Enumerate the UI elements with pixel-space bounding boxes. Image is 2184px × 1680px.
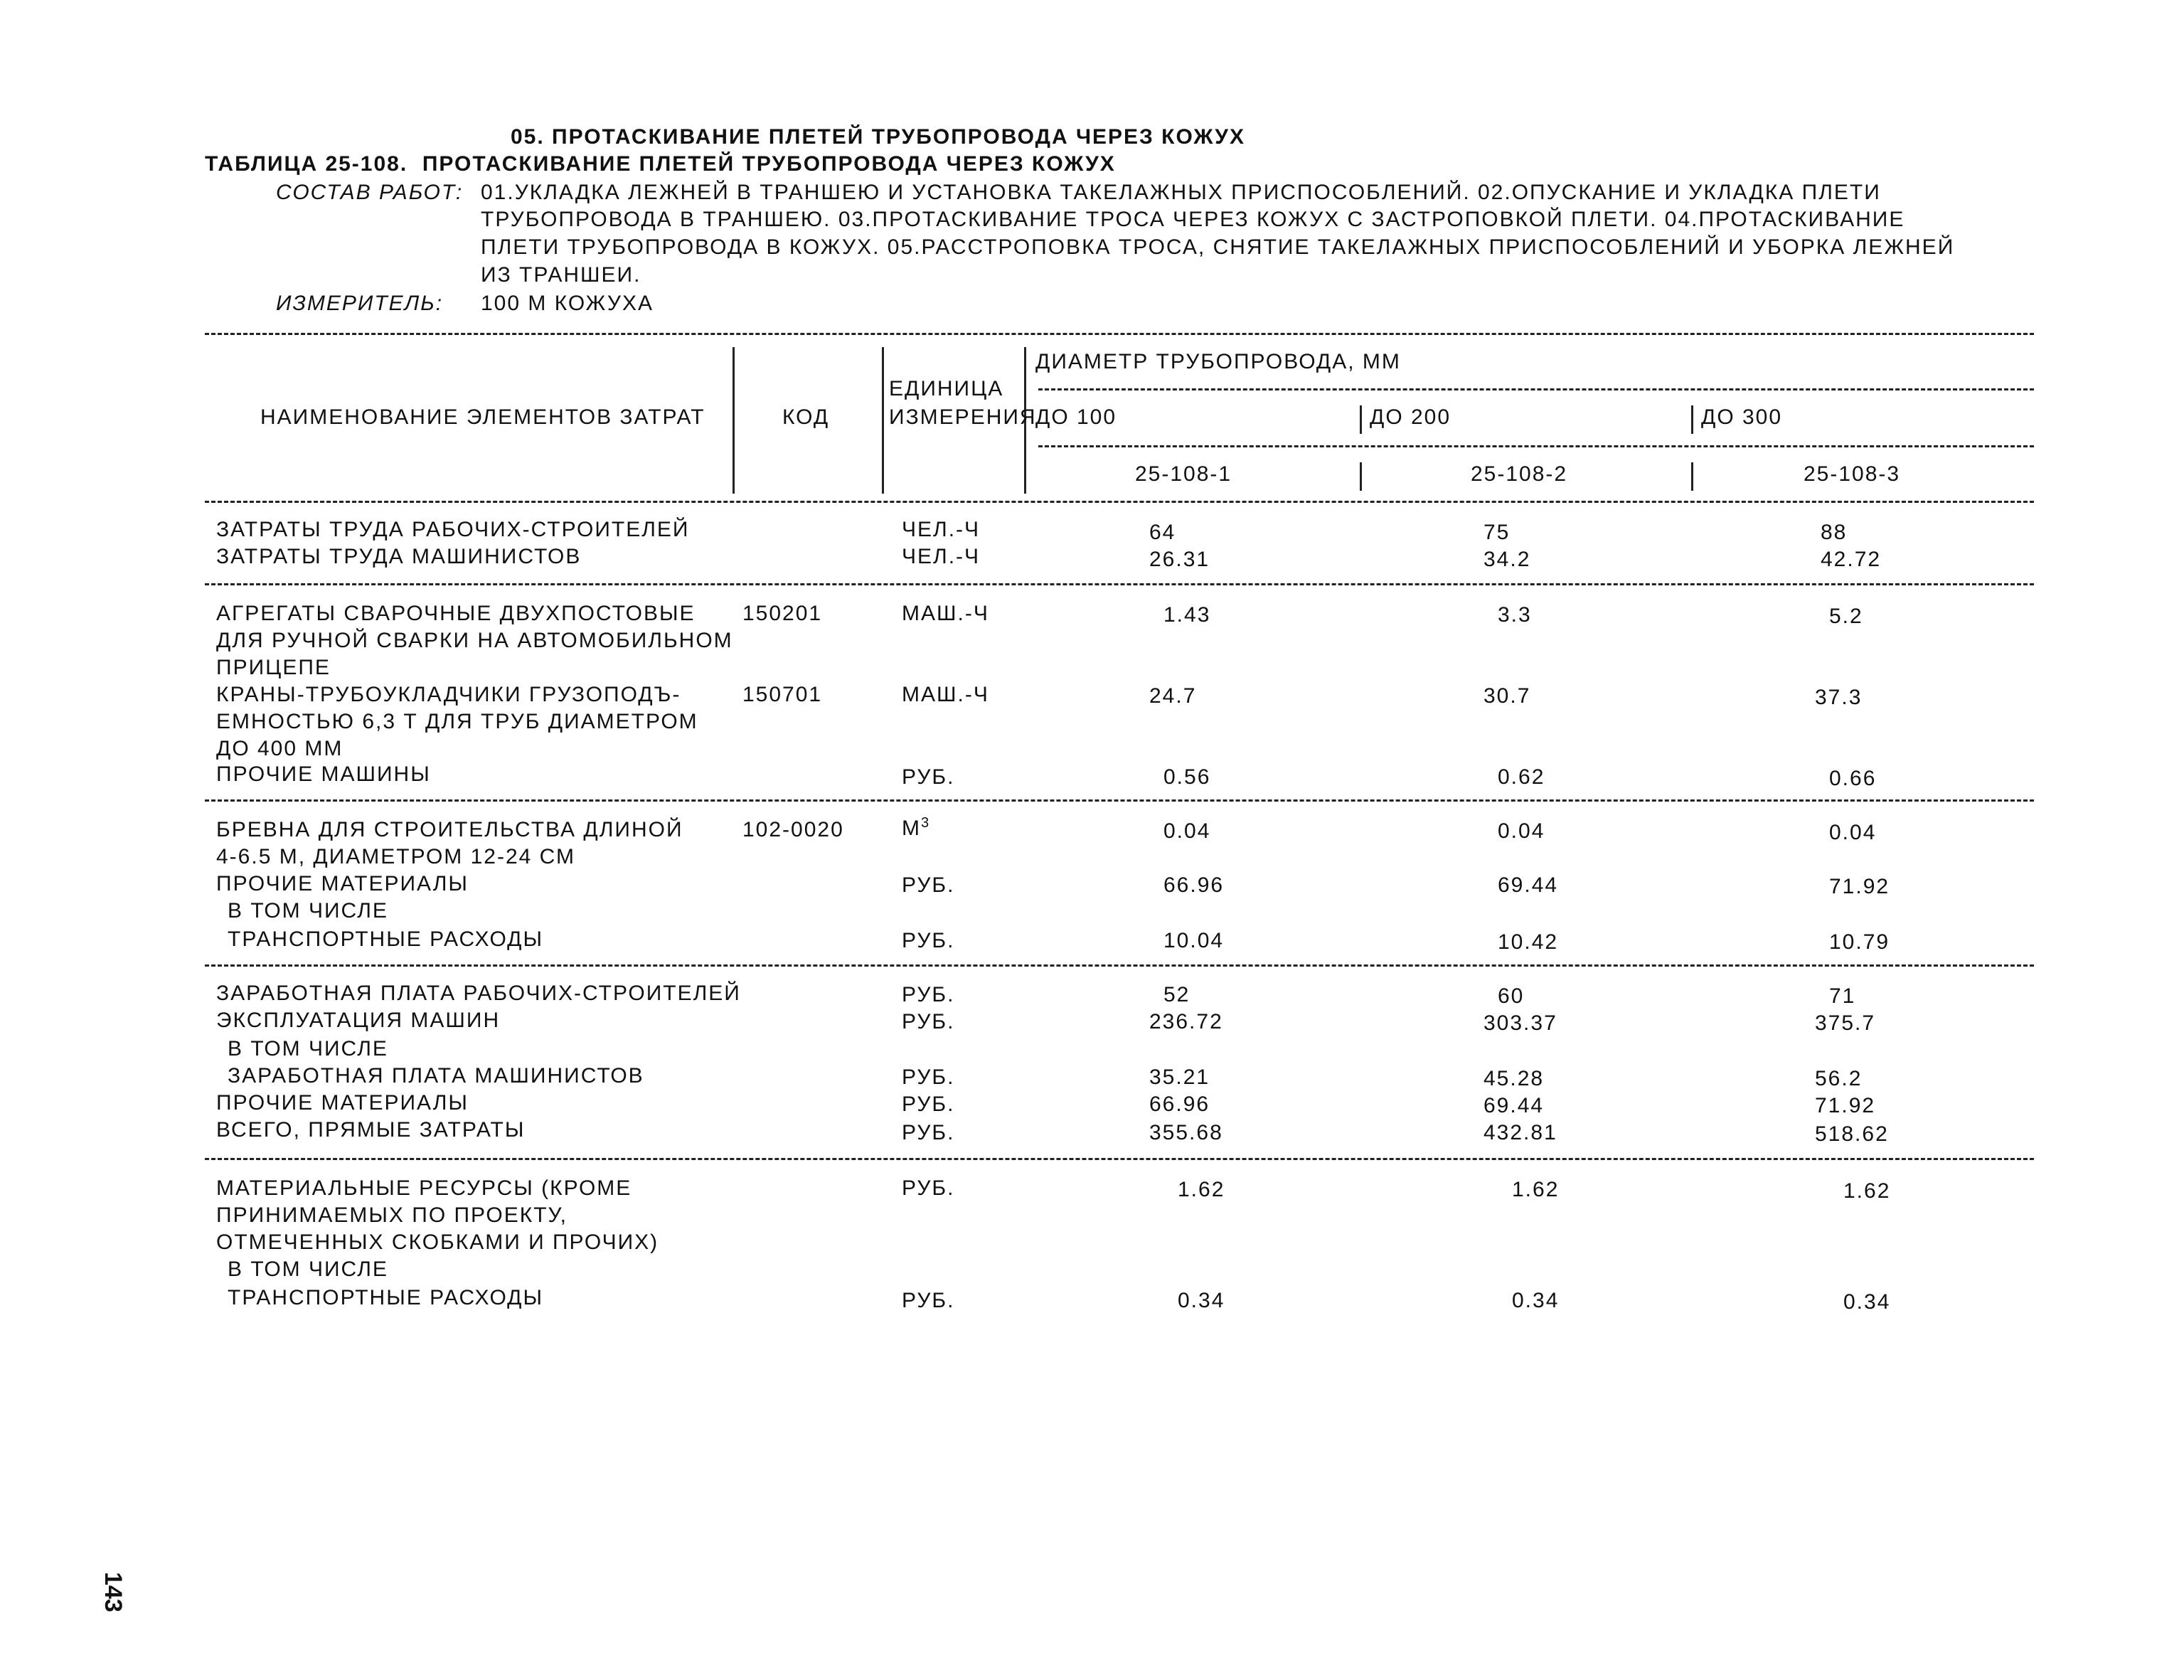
col-d1-header: ДО 100 [1035, 405, 1117, 429]
row-value-2: 1.62 [1512, 1178, 1560, 1201]
row-value-3: 42.72 [1821, 548, 1882, 571]
col-diameter-header: ДИАМЕТР ТРУБОПРОВОДА, ММ [1035, 350, 1401, 373]
rule-group-3 [205, 964, 2034, 967]
row-unit: РУБ. [902, 1176, 955, 1200]
col-unit-header-2: ИЗМЕРЕНИЯ [889, 405, 1037, 429]
vbar-c2 [1360, 462, 1362, 491]
col-c1-header: 25-108-1 [1135, 462, 1232, 486]
table-title: ТАБЛИЦА 25-108. ПРОТАСКИВАНИЕ ПЛЕТЕЙ ТРУБОПРОВОДА ЧЕРЕЗ КОЖУХ [205, 152, 1116, 176]
row-value-2: 30.7 [1483, 684, 1531, 708]
row-value-1: 0.56 [1163, 765, 1211, 789]
row-value-1: 10.04 [1163, 929, 1225, 952]
row-value-3: 518.62 [1815, 1122, 1889, 1146]
row-value-2: 432.81 [1483, 1121, 1557, 1144]
row-name-line-3: ДО 400 ММ [216, 737, 343, 760]
row-unit-text: М [902, 817, 921, 840]
row-unit [902, 817, 930, 841]
row-name: ПРОЧИЕ МАТЕРИАЛЫ [216, 872, 469, 895]
in-that-number-label: В ТОМ ЧИСЛЕ [228, 1037, 388, 1060]
row-name: ТРАНСПОРТНЫЕ РАСХОДЫ [228, 927, 544, 951]
row-value-2: 10.42 [1498, 930, 1559, 954]
row-value-2: 60 [1498, 984, 1525, 1008]
row-unit: МАШ.-Ч [902, 683, 989, 706]
row-value-3: 56.2 [1815, 1067, 1863, 1090]
row-name: ПРОЧИЕ МАШИНЫ [216, 762, 431, 786]
col-d2-header: ДО 200 [1370, 405, 1451, 429]
row-name: ЗАРАБОТНАЯ ПЛАТА МАШИНИСТОВ [228, 1064, 644, 1088]
row-unit: МАШ.-Ч [902, 602, 989, 625]
row-unit: ЧЕЛ.-Ч [902, 518, 981, 541]
work-line-1: 01.УКЛАДКА ЛЕЖНЕЙ В ТРАНШЕЮ И УСТАНОВКА ТАКЕЛАЖНЫХ ПРИСПОСОБЛЕНИЙ. 02.ОПУСКАНИЕ И УКЛАДКА ПЛЕТИ [481, 181, 1881, 204]
row-value-1: 236.72 [1149, 1010, 1223, 1033]
row-value-3: 37.3 [1815, 686, 1863, 709]
rule-diameter [1038, 388, 2034, 390]
col-name-header: НАИМЕНОВАНИЕ ЭЛЕМЕНТОВ ЗАТРАТ [260, 405, 705, 429]
row-value-1: 355.68 [1149, 1121, 1223, 1144]
row-value-1: 66.96 [1163, 873, 1225, 897]
row-value-3: 71.92 [1829, 875, 1890, 898]
row-value-3: 71 [1829, 984, 1856, 1008]
row-name: ТРАНСПОРТНЫЕ РАСХОДЫ [228, 1286, 544, 1309]
row-value-3: 71.92 [1815, 1094, 1876, 1117]
row-value-2: 0.04 [1498, 819, 1545, 843]
work-line-4: ИЗ ТРАНШЕИ. [481, 263, 641, 287]
rule-top [205, 333, 2034, 335]
vbar-code [882, 347, 884, 494]
rule-head-bottom [205, 501, 2034, 503]
row-code: 150701 [742, 683, 823, 706]
row-value-1: 0.34 [1178, 1289, 1225, 1312]
row-name-line-1: БРЕВНА ДЛЯ СТРОИТЕЛЬСТВА ДЛИНОЙ [216, 818, 683, 841]
row-value-2: 34.2 [1483, 548, 1531, 571]
in-that-number-label: В ТОМ ЧИСЛЕ [228, 899, 388, 923]
row-unit: РУБ. [902, 1065, 955, 1089]
measure-value: 100 М КОЖУХА [481, 292, 654, 315]
row-unit: РУБ. [902, 983, 955, 1006]
row-unit-superscript: 3 [921, 815, 931, 831]
row-name-line-3: ПРИЦЕПЕ [216, 656, 331, 679]
row-unit: РУБ. [902, 1289, 955, 1312]
row-value-1: 1.43 [1163, 603, 1211, 627]
row-name-line-1: МАТЕРИАЛЬНЫЕ РЕСУРСЫ (КРОМЕ [216, 1176, 632, 1200]
rule-subhead [1038, 445, 2034, 447]
row-unit: РУБ. [902, 929, 955, 952]
page-number: 143 [100, 1572, 127, 1612]
row-unit: РУБ. [902, 1121, 955, 1144]
row-name-line-2: ПРИНИМАЕМЫХ ПО ПРОЕКТУ, [216, 1203, 568, 1227]
row-value-1: 66.96 [1149, 1092, 1210, 1116]
row-unit: РУБ. [902, 1010, 955, 1033]
work-line-2: ТРУБОПРОВОДА В ТРАНШЕЮ. 03.ПРОТАСКИВАНИЕ ТРОСА ЧЕРЕЗ КОЖУХ С ЗАСТРОПОВКОЙ ПЛЕТИ. 04.ПРОТАСКИВАНИЕ [481, 208, 1905, 231]
row-name-line-3: ОТМЕЧЕННЫХ СКОБКАМИ И ПРОЧИХ) [216, 1230, 659, 1254]
row-name: ВСЕГО, ПРЯМЫЕ ЗАТРАТЫ [216, 1118, 526, 1142]
row-value-2: 69.44 [1483, 1094, 1545, 1117]
col-unit-header-1: ЕДИНИЦА [889, 377, 1004, 400]
row-value-1: 26.31 [1149, 548, 1210, 571]
row-value-2: 3.3 [1498, 603, 1532, 627]
row-name: ЭКСПЛУАТАЦИЯ МАШИН [216, 1009, 501, 1032]
work-line-3: ПЛЕТИ ТРУБОПРОВОДА В КОЖУХ. 05.РАССТРОПОВКА ТРОСА, СНЯТИЕ ТАКЕЛАЖНЫХ ПРИСПОСОБЛЕНИЙ И УБОРКА ЛЕЖНЕЙ [481, 235, 1955, 259]
row-value-1: 24.7 [1149, 684, 1197, 708]
vbar-name [733, 347, 735, 494]
row-unit: ЧЕЛ.-Ч [902, 545, 981, 568]
col-c2-header: 25-108-2 [1471, 462, 1568, 486]
row-name-line-2: ДЛЯ РУЧНОЙ СВАРКИ НА АВТОМОБИЛЬНОМ [216, 629, 733, 652]
col-d3-header: ДО 300 [1701, 405, 1783, 429]
section-title: 05. ПРОТАСКИВАНИЕ ПЛЕТЕЙ ТРУБОПРОВОДА ЧЕРЕЗ КОЖУХ [511, 125, 1245, 149]
row-name: ЗАРАБОТНАЯ ПЛАТА РАБОЧИХ-СТРОИТЕЛЕЙ [216, 982, 741, 1005]
work-label: СОСТАВ РАБОТ: [276, 181, 464, 204]
vbar-d3 [1691, 405, 1693, 434]
row-value-1: 52 [1163, 983, 1190, 1006]
row-value-2: 303.37 [1483, 1011, 1557, 1035]
row-value-3: 88 [1821, 521, 1848, 544]
col-code-header: КОД [782, 405, 830, 429]
row-value-3: 0.04 [1829, 821, 1877, 844]
row-value-2: 45.28 [1483, 1067, 1545, 1090]
row-name-line-1: КРАНЫ-ТРУБОУКЛАДЧИКИ ГРУЗОПОДЪ- [216, 683, 681, 706]
row-value-3: 10.79 [1829, 930, 1890, 954]
vbar-d2 [1360, 405, 1362, 434]
row-unit: РУБ. [902, 765, 955, 789]
row-name-line-2: ЕМНОСТЬЮ 6,3 Т ДЛЯ ТРУБ ДИАМЕТРОМ [216, 710, 698, 733]
row-unit: РУБ. [902, 1092, 955, 1116]
row-value-3: 5.2 [1829, 605, 1863, 628]
vbar-c3 [1691, 462, 1693, 491]
row-value-3: 375.7 [1815, 1011, 1876, 1035]
row-code: 102-0020 [742, 818, 844, 841]
row-name: ЗАТРАТЫ ТРУДА РАБОЧИХ-СТРОИТЕЛЕЙ [216, 518, 690, 541]
row-value-2: 75 [1483, 521, 1511, 544]
row-value-3: 0.34 [1843, 1290, 1891, 1314]
row-value-1: 35.21 [1149, 1065, 1210, 1089]
row-value-1: 64 [1149, 521, 1176, 544]
row-value-2: 69.44 [1498, 873, 1559, 897]
measure-label: ИЗМЕРИТЕЛЬ: [276, 292, 444, 315]
row-name-line-1: АГРЕГАТЫ СВАРОЧНЫЕ ДВУХПОСТОВЫЕ [216, 602, 696, 625]
in-that-number-label: В ТОМ ЧИСЛЕ [228, 1258, 388, 1281]
row-value-1: 1.62 [1178, 1178, 1225, 1201]
row-name: ПРОЧИЕ МАТЕРИАЛЫ [216, 1091, 469, 1115]
row-value-3: 0.66 [1829, 767, 1877, 790]
row-value-2: 0.34 [1512, 1289, 1560, 1312]
row-value-3: 1.62 [1843, 1179, 1891, 1203]
rule-group-1 [205, 583, 2034, 585]
row-value-1: 0.04 [1163, 819, 1211, 843]
row-name: ЗАТРАТЫ ТРУДА МАШИНИСТОВ [216, 545, 582, 568]
row-name-line-2: 4-6.5 М, ДИАМЕТРОМ 12-24 СМ [216, 845, 575, 868]
rule-group-4 [205, 1158, 2034, 1160]
col-c3-header: 25-108-3 [1804, 462, 1901, 486]
row-unit: РУБ. [902, 873, 955, 897]
rule-group-2 [205, 799, 2034, 802]
row-value-2: 0.62 [1498, 765, 1545, 789]
row-code: 150201 [742, 602, 823, 625]
